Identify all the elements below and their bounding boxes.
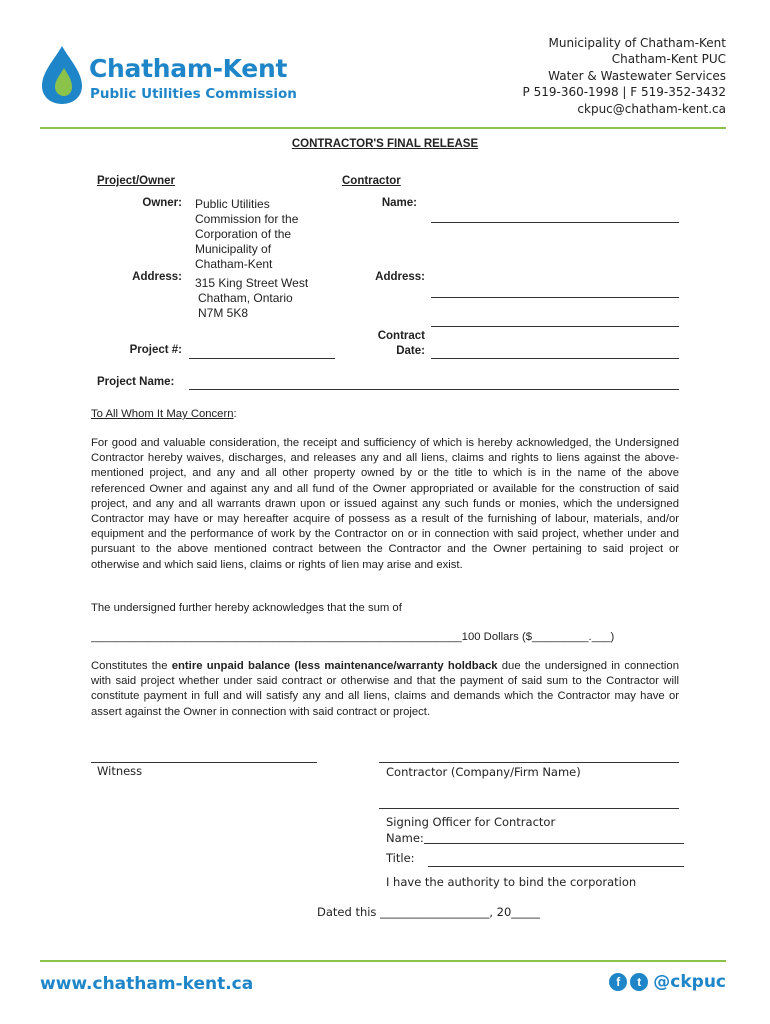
owner-line: Corporation of the bbox=[195, 227, 292, 241]
water-drop-icon bbox=[40, 44, 84, 106]
address-line: 315 King Street West bbox=[195, 276, 309, 290]
contract-date-label bbox=[350, 329, 425, 359]
footer-website-link[interactable]: www.chatham-kent.ca bbox=[40, 974, 254, 994]
signing-officer-line[interactable] bbox=[379, 808, 679, 809]
project-number-field[interactable] bbox=[189, 358, 335, 359]
balance-paragraph bbox=[91, 659, 679, 720]
social-handle[interactable]: @ckpuc bbox=[653, 972, 726, 992]
release-paragraph: For good and valuable consideration, the receipt and sufficiency of which is hereby acknowledged, the Undersigned Contractor hereby waives, discharges, and releases any and all liens, claims and rights to liens against the above-mentioned project, and any and all other property owned by or the title to which is in the name of the above referenced Owner and against any and all fund of the Owner appropriated or available for the construction of said project, and any and all warrants drawn upon or issued against any such funds or monies, which the undersigned Contractor may have or may hereafter acquire of possess as a result of the furnishing of labour, materials, and/or equipment and the performance of work by the Contractor on or in connection with said project, whether under and pursuant to the above mentioned contract between the Contractor and the Owner pertaining to said project or otherwise and which said liens, claims or rights of lien may arise and exist. bbox=[91, 437, 679, 571]
witness-label: Witness bbox=[97, 764, 143, 778]
contractor-name-label: Name: bbox=[381, 197, 417, 209]
project-number-label: Project #: bbox=[129, 344, 182, 356]
form-title: CONTRACTOR'S FINAL RELEASE bbox=[291, 138, 479, 150]
witness-signature-line[interactable] bbox=[91, 762, 317, 763]
contact-block bbox=[523, 35, 726, 117]
contractor-address-field-1[interactable] bbox=[431, 297, 679, 298]
owner-label: Owner: bbox=[142, 197, 182, 209]
project-name-field[interactable] bbox=[189, 389, 679, 390]
twitter-icon[interactable]: t bbox=[630, 973, 648, 991]
owner-line: Chatham-Kent bbox=[195, 257, 273, 271]
owner-line: Commission for the bbox=[195, 212, 299, 226]
logo-name: Chatham-Kent bbox=[89, 54, 288, 83]
contact-line: P 519-360-1998 | F 519-352-3432 bbox=[522, 85, 726, 100]
header-divider bbox=[40, 127, 726, 129]
p3-bold: entire unpaid balance (less maintenance/warranty holdback bbox=[171, 660, 498, 672]
facebook-icon[interactable]: f bbox=[609, 973, 627, 991]
salutation bbox=[91, 407, 237, 422]
contract-date-field[interactable] bbox=[431, 358, 679, 359]
address-line: Chatham, Ontario bbox=[198, 291, 293, 305]
contractor-name-field[interactable] bbox=[431, 222, 679, 223]
contact-line: Chatham-Kent PUC bbox=[611, 52, 726, 67]
salutation-text: To All Whom It May Concern bbox=[91, 408, 234, 420]
contact-line: Water & Wastewater Services bbox=[548, 68, 726, 83]
logo-subtitle: Public Utilities Commission bbox=[90, 86, 297, 102]
dated-line[interactable]: Dated this ___________________, 20_____ bbox=[317, 905, 541, 919]
footer-divider bbox=[40, 960, 726, 962]
logo bbox=[40, 44, 300, 106]
footer-social bbox=[609, 972, 726, 992]
contractor-address-field-2[interactable] bbox=[431, 326, 679, 327]
officer-name-label: Name: bbox=[386, 831, 424, 845]
contractor-address-label: Address: bbox=[375, 271, 425, 283]
project-name-label: Project Name: bbox=[97, 376, 175, 388]
address-line: N7M 5K8 bbox=[198, 306, 249, 320]
contractor-heading: Contractor bbox=[342, 175, 401, 187]
amount-line[interactable]: ___________________________________________________________100 Dollars ($_________.___) bbox=[91, 631, 615, 643]
contact-line: Municipality of Chatham-Kent bbox=[548, 36, 726, 50]
authority-statement: I have the authority to bind the corporation bbox=[386, 875, 637, 889]
signing-officer-label: Signing Officer for Contractor bbox=[386, 815, 556, 829]
acknowledgement-paragraph: The undersigned further hereby acknowledges that the sum of bbox=[91, 602, 402, 614]
salutation-colon: : bbox=[233, 408, 237, 420]
p3-rest: due the undersigned in connection with said project whether under said contract or otherwise and that the payment of said sum to the Contractor will constitute payment in full and will satisfy any and all liens, claims and demands which the Contractor may have or assert against the Owner in connection with said contract or project. bbox=[91, 660, 679, 718]
date-label: Date: bbox=[396, 345, 425, 357]
owner-value bbox=[195, 197, 298, 272]
owner-line: Public Utilities bbox=[195, 197, 270, 211]
owner-address-value bbox=[195, 276, 308, 321]
owner-address-label: Address: bbox=[132, 271, 182, 283]
officer-title-field[interactable] bbox=[428, 866, 684, 867]
officer-title-label: Title: bbox=[386, 851, 415, 865]
contact-email[interactable]: ckpuc@chatham-kent.ca bbox=[577, 101, 726, 116]
contractor-company-label: Contractor (Company/Firm Name) bbox=[386, 765, 581, 779]
officer-name-field[interactable] bbox=[424, 843, 684, 844]
p3-start: Constitutes the bbox=[91, 660, 172, 672]
contractor-company-line[interactable] bbox=[379, 762, 679, 763]
project-owner-heading: Project/Owner bbox=[97, 175, 175, 187]
owner-line: Municipality of bbox=[195, 242, 272, 256]
contract-label: Contract bbox=[377, 330, 425, 342]
